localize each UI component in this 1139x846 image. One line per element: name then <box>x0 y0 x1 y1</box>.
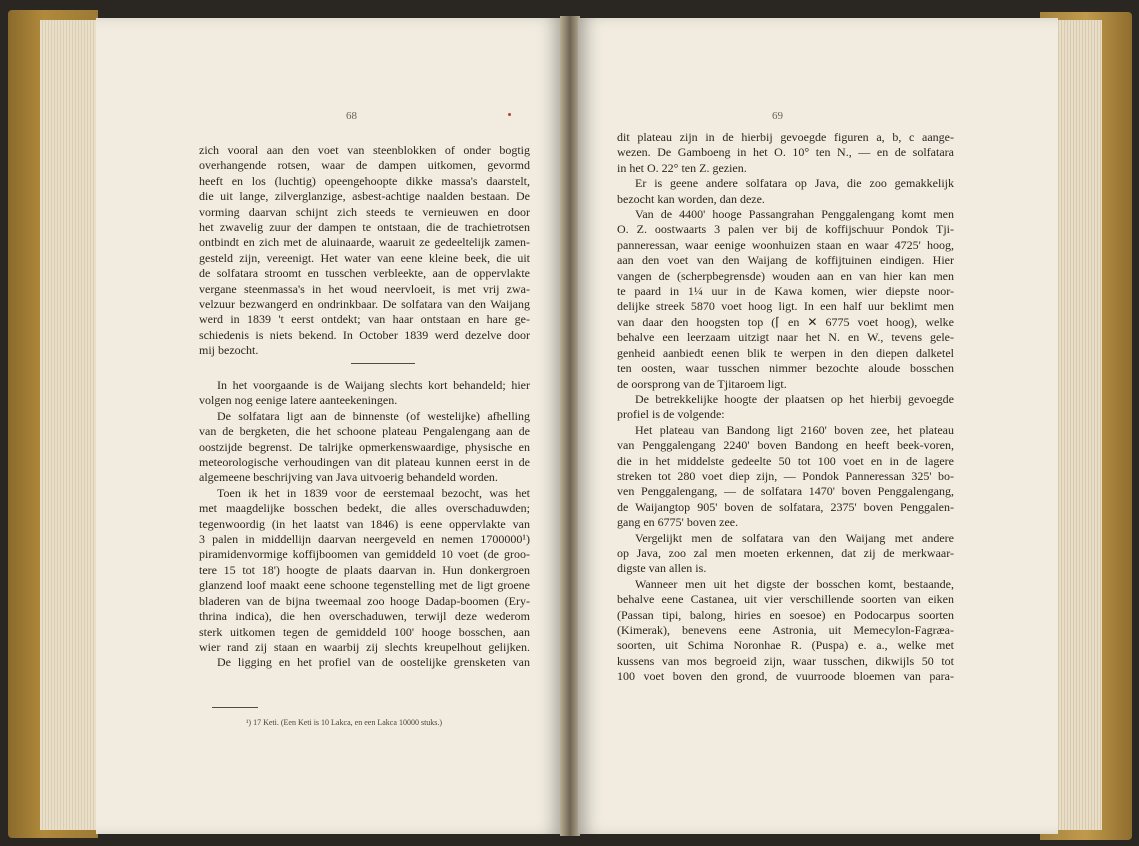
text-line: genheid aanbiedt eenen blik te werpen in den diepen dalketel <box>617 345 954 360</box>
text-line: wezen. De Gamboeng in het O. 10° ten N., — en de solfatara <box>617 145 954 160</box>
text-line: met maagdelijke bosschen bedekt, die alles overschaduwden; <box>199 501 530 516</box>
text-line: behalve een leerzaam uitzigt naar het N. en W., tevens gele- <box>617 330 954 345</box>
section-divider <box>351 363 415 364</box>
text-line: vorming daarvan schijnt zich steeds te vernieuwen en door <box>199 204 530 219</box>
text-line: sterk uitkomen tegen de gemiddeld 100' hooge bosschen, aan <box>199 624 530 639</box>
text-line: Er is geene andere solfatara op Java, die zoo gemakkelijk <box>635 176 954 191</box>
page-number: 68 <box>346 110 357 122</box>
text-line: Vergelijkt men de solfatara van den Waijang met andere <box>635 530 954 545</box>
text-line: de Waijangtop 905' boven de solfatara, 2375' boven Penggalen- <box>617 499 954 514</box>
text-line: soorten, uit Schima Noronhae R. (Puspa) e. a., welke met <box>617 638 954 653</box>
text-line: schiedenis is niets bekend. In October 1839 werd dezelve door <box>199 327 530 342</box>
text-line: mij bezocht. <box>199 343 259 358</box>
text-line: delijke streek 5870 voet hoog ligt. In een half uur beklimt men <box>617 299 954 314</box>
text-line: in het O. 22° ten Z. gezien. <box>617 160 747 175</box>
text-line: van Penggalengang 2240' boven Bandong en heeft beek-voren, <box>617 438 954 453</box>
text-line: thrina indica), die hen overschaduwen, terwijl deze wederom <box>199 609 530 624</box>
text-line: profiel is de volgende: <box>617 407 725 422</box>
text-line: overhangende rotsen, waar de dampen uitkomen, gevormd <box>199 158 530 173</box>
page-number: 69 <box>772 110 783 122</box>
text-line: behalve eene Castanea, uit vier verschillende soorten van eiken <box>617 592 954 607</box>
paragraph-1 <box>199 143 530 359</box>
paragraph-2 <box>199 378 530 671</box>
text-line: van daar den hoogsten top (⌈ en ✕ 6775 voet hoog), welke <box>617 314 954 329</box>
text-line: aan den voet van den Waijang de koffijtuinen eindigen. Hier <box>617 253 954 268</box>
text-line: 100 voet boven den grond, de vuurroode bloemen van para- <box>617 669 954 684</box>
text-line: streken tot 280 voet diep zijn, — Pondok Panneressan 325' bo- <box>617 468 954 483</box>
text-line: Het plateau van Bandong ligt 2160' boven zee, het plateau <box>635 422 954 437</box>
text-line: kussens van mos begroeid zijn, waar tusschen, dikwijls 50 tot <box>617 653 954 668</box>
text-line: ven Penggalengang, — de solfatara 1470' boven Penggalengang, <box>617 484 954 499</box>
left-page <box>96 18 562 834</box>
text-line: te paard in 1¼ uur in de Kawa komen, wier diepste noor- <box>617 284 954 299</box>
text-line: bladeren van de bijna tweemaal zoo hooge Dadap-boomen (Ery- <box>199 593 530 608</box>
text-line: 3 palen in middellijn daarvan neergeveld en nemen 1700000¹) <box>199 532 530 547</box>
text-line: wier rand zij staan en waarbij zij slechts kreupelhout gelijken. <box>199 639 530 654</box>
text-line: algemeene beschrijving van Java uitvoerig behandeld worden. <box>199 470 498 485</box>
page-edges-left <box>40 20 100 830</box>
text-line: O. Z. oostwaarts 3 palen ver bij de koffijschuur Pondok Tji- <box>617 222 954 237</box>
text-line: (Kimerak), benevens eene Astronia, uit Memecylon-Fagræa- <box>617 623 954 637</box>
text-line: ontbindt en zich met de aluinaarde, waaruit ze gedeeltelijk zamen- <box>199 235 530 250</box>
text-line: Wanneer men uit het digste der bosschen komt, bestaande, <box>635 576 954 591</box>
text-line: piramidenvormige koffijboomen van gemiddeld 10 voet (de groo- <box>199 547 530 562</box>
text-line: tere 15 tot 18') hoogte de plaats daarvan in. Hun donkergroen <box>199 562 530 577</box>
text-line: gesteld zijn, vereenigt. Het water van eene kleine beek, die uit <box>199 250 530 265</box>
text-line: het zwavelig zuur der dampen te ontstaan, die de trachietrotsen <box>199 220 530 235</box>
text-line: bezocht kan worden, dan deze. <box>617 191 765 206</box>
text-line: gang en 6775' boven zee. <box>617 515 739 530</box>
text-line: Van de 4400' hooge Passangrahan Penggalengang komt men <box>635 207 954 222</box>
book-gutter <box>560 16 580 836</box>
text-line: glanzend loof maakt eene schoone tegenstelling met de ligt groene <box>199 578 530 593</box>
text-line: van de bergketen, die het schoone plateau Pengalengang aan de <box>199 424 530 439</box>
text-line: die uit lange, zilverglanzige, asbest-achtige naalden bestaan. De <box>199 189 530 204</box>
text-line: In het voorgaande is de Waijang slechts kort behandeld; hier <box>217 378 530 392</box>
text-line: Toen ik het in 1839 voor de eerstemaal bezocht, was het <box>217 485 530 500</box>
text-line: velzuur bezwangerd en ondrinkbaar. De solfatara van den Waijang <box>199 297 530 312</box>
ink-mark <box>508 113 511 116</box>
text-line: vangen de (scherpbegrensde) wouden aan en van hier kan men <box>617 268 954 283</box>
text-line: De betrekkelijke hoogte der plaatsen op het hierbij gevoegde <box>635 391 954 406</box>
text-line: vergane steenmassa's in het woud neervloeit, is met vrij zwa- <box>199 281 530 296</box>
right-page <box>578 18 1058 834</box>
text-line: De ligging en het profiel van de oostelijke grensketen van <box>217 655 530 670</box>
text-line: de solfatara stroomt en tusschen verbleekte, aan de oppervlakte <box>199 266 530 281</box>
right-page-body <box>617 130 954 685</box>
text-line: op Java, zoo zal men moeten erkennen, dat zij de merkwaar- <box>617 545 954 560</box>
text-line: volgen nog eenige latere aanteekeningen. <box>199 393 398 408</box>
text-line: (Passan tipi, balong, hiries en soesoe) en Podocarpus soorten <box>617 607 954 622</box>
text-line: dit plateau zijn in de hierbij gevoegde figuren a, b, c aange- <box>617 130 954 144</box>
text-line: die in het middelste gedeelte 50 tot 100 voet en in de lagere <box>617 453 954 468</box>
footnote: ¹) 17 Keti. (Een Keti is 10 Lakса, en een Lakса 10000 stuks.) <box>246 718 443 727</box>
text-line: de oorsprong van de Tjitaroem ligt. <box>617 376 787 391</box>
footnote-rule <box>212 707 258 708</box>
text-line: zich vooral aan den voet van steenblokken of onder bogtig <box>199 143 530 157</box>
text-line: digste van allen is. <box>617 561 707 576</box>
text-line: panneressan, waar eenige woonhuizen staan en waar 4725' hoog, <box>617 237 954 252</box>
text-line: De solfatara ligt aan de binnenste (of westelijke) afhelling <box>217 408 530 423</box>
text-line: oostzijde begrenst. De talrijke opmerkenswaardige, physische en <box>199 439 530 454</box>
text-line: meteorologische verhoudingen van dit plateau kunnen eerst in de <box>199 455 530 470</box>
text-line: werd in 1839 't eerst ontdekt; van haar ontstaan en hare ge- <box>199 312 530 327</box>
text-line: heeft en los (luchtig) opeengehoopte dikke massa's daarstelt, <box>199 173 530 188</box>
text-line: ten oosten, waar tusschen nimmer bezochte aloude bosschen <box>617 361 954 376</box>
text-line: tegenwoordig (in het laatst van 1846) is eene oppervlakte van <box>199 516 530 531</box>
